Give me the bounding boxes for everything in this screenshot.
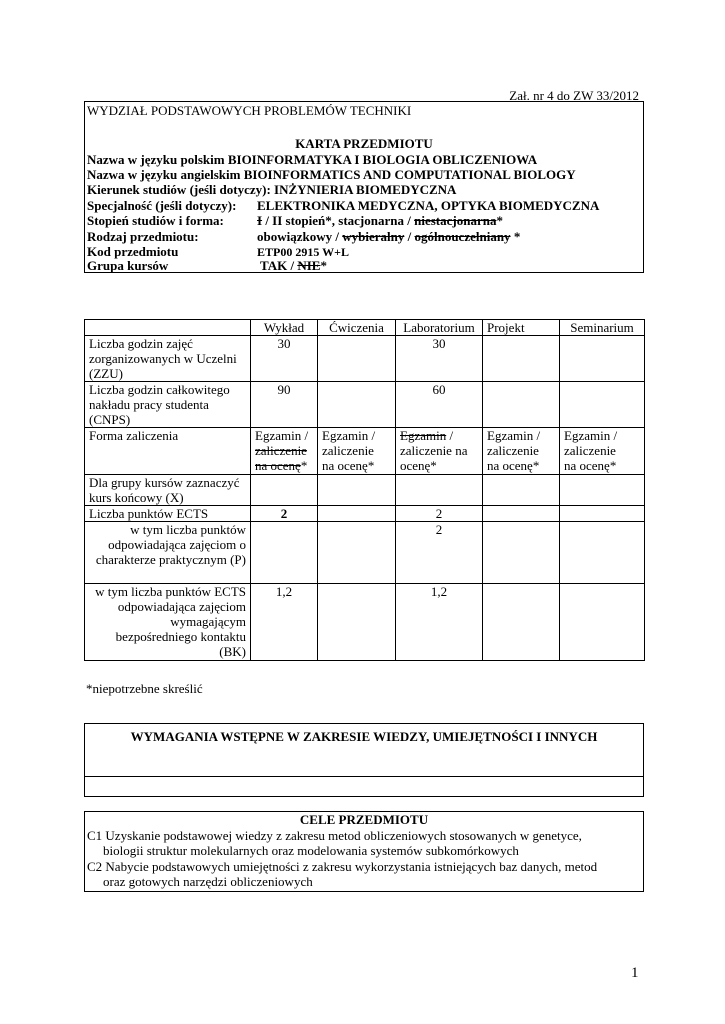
forma-cw-egzamin: Egzamin / xyxy=(322,428,376,443)
level-label: Stopień studiów i forma: xyxy=(87,213,224,228)
forma-sem-egzamin: Egzamin / xyxy=(564,428,618,443)
name-en-label: Nazwa w języku angielskim xyxy=(87,167,241,182)
ects-bk-wyklad: 1,2 xyxy=(251,584,318,661)
table-row-ects-bk xyxy=(85,584,645,661)
name-pl-label: Nazwa w języku polskim xyxy=(87,152,225,167)
table-row-group-final xyxy=(85,475,645,506)
group-end: * xyxy=(320,258,327,273)
cnps-label: Liczba godzin całkowitego nakładu pracy studenta (CNPS) xyxy=(85,382,251,428)
header-seminarium: Seminarium xyxy=(560,320,645,336)
ects-projekt xyxy=(483,506,560,522)
name-pl-value: BIOINFORMATYKA I BIOLOGIA OBLICZENIOWA xyxy=(227,152,538,167)
name-pl-row xyxy=(87,152,537,167)
card-title: KARTA PRZEDMIOTU xyxy=(295,136,433,151)
ects-label: Liczba punktów ECTS xyxy=(85,506,251,522)
group-final-lab xyxy=(396,475,483,506)
group-label: Grupa kursów xyxy=(87,258,169,273)
goals-box xyxy=(84,811,644,892)
cnps-projekt xyxy=(483,382,560,428)
table-row-ects-p xyxy=(85,522,645,584)
header-cwiczenia: Ćwiczenia xyxy=(318,320,396,336)
faculty-name: WYDZIAŁ PODSTAWOWYCH PROBLEMÓW TECHNIKI xyxy=(87,103,412,118)
type-label: Rodzaj przedmiotu: xyxy=(87,229,199,244)
ects-p-cwiczenia xyxy=(318,522,396,584)
type-strike-first: wybieralny xyxy=(342,229,405,244)
ects-bk-label: w tym liczba punktów ECTS odpowiadająca zajęciom wymagającym bezpośredniego kontaktu (BK) xyxy=(85,584,251,661)
table-row-zzu xyxy=(85,336,645,382)
requirements-divider xyxy=(85,776,643,777)
forma-seminarium xyxy=(560,428,645,475)
zzu-label: Liczba godzin zajęć zorganizowanych w Uczelni (ZZU) xyxy=(85,336,251,382)
forma-sem-ocena: na ocenę* xyxy=(564,458,617,473)
page-number: 1 xyxy=(631,965,639,981)
ects-p-label: w tym liczba punktów odpowiadająca zajęciom o charakterze praktycznym (P) xyxy=(85,522,251,584)
ects-cwiczenia xyxy=(318,506,396,522)
forma-wyklad-na-ocene: na ocenę xyxy=(255,458,301,473)
ects-p-lab: 2 xyxy=(396,522,483,584)
group-a: TAK / xyxy=(260,258,298,273)
forma-lab-ocena: ocenę* xyxy=(400,458,437,473)
forma-wyklad-egzamin: Egzamin / xyxy=(255,428,309,443)
ects-wyklad: 2 xyxy=(251,506,318,522)
forma-cw-zaliczenie: zaliczenie xyxy=(322,443,374,458)
specialty-label: Specjalność (jeśli dotyczy): xyxy=(87,198,237,213)
footnote: *niepotrzebne skreślić xyxy=(86,681,203,696)
ects-bk-seminarium xyxy=(560,584,645,661)
course-hours-table xyxy=(84,319,645,661)
requirements-title: WYMAGANIA WSTĘPNE W ZAKRESIE WIEDZY, UMIEJĘTNOŚCI I INNYCH xyxy=(130,729,598,744)
type-strike-second: ogólnouczelniany xyxy=(414,229,511,244)
table-row-forma xyxy=(85,428,645,475)
goal-c1-line2: biologii struktur molekularnych oraz modelowania systemów subkomórkowych xyxy=(103,843,519,858)
direction-value: INŻYNIERIA BIOMEDYCZNA xyxy=(274,182,457,197)
ects-p-seminarium xyxy=(560,522,645,584)
table-row-ects xyxy=(85,506,645,522)
header-laboratorium: Laboratorium xyxy=(396,320,483,336)
group-value xyxy=(260,258,327,273)
ects-p-projekt xyxy=(483,522,560,584)
forma-wyklad xyxy=(251,428,318,475)
header-empty-cell xyxy=(85,320,251,336)
code-value: ETP00 2915 W+L xyxy=(257,245,349,259)
forma-label: Forma zaliczenia xyxy=(85,428,251,475)
forma-cw-ocena: na ocenę* xyxy=(322,458,375,473)
level-strike-second: niestacjonarna xyxy=(414,213,497,228)
name-en-row xyxy=(87,167,576,182)
group-final-cwiczenia xyxy=(318,475,396,506)
ects-seminarium xyxy=(560,506,645,522)
goal-c2-line1: C2 Nabycie podstawowych umiejętności z zakresu wykorzystania istniejących baz danych, metod xyxy=(87,859,598,874)
type-b: / xyxy=(404,229,415,244)
goals-title: CELE PRZEDMIOTU xyxy=(299,812,429,827)
type-end: * xyxy=(510,229,521,244)
specialty-value: ELEKTRONIKA MEDYCZNA, OPTYKA BIOMEDYCZNA xyxy=(257,198,600,213)
forma-proj-ocena: na ocenę* xyxy=(487,458,540,473)
zzu-cwiczenia xyxy=(318,336,396,382)
forma-lab-zaliczenie: zaliczenie na xyxy=(400,443,468,458)
goal-c2-line2: oraz gotowych narzędzi obliczeniowych xyxy=(103,874,313,889)
ects-bk-projekt xyxy=(483,584,560,661)
forma-proj-zaliczenie: zaliczenie xyxy=(487,443,539,458)
forma-wyklad-star: * xyxy=(300,458,308,473)
group-final-projekt xyxy=(483,475,560,506)
group-final-seminarium xyxy=(560,475,645,506)
zzu-lab: 30 xyxy=(396,336,483,382)
type-value xyxy=(257,229,520,244)
forma-wyklad-ocena xyxy=(255,458,313,473)
name-en-value: BIOINFORMATICS AND COMPUTATIONAL BIOLOGY xyxy=(243,167,576,182)
goal-c1-line1: C1 Uzyskanie podstawowej wiedzy z zakresu metod obliczeniowych stosowanych w genetyce, xyxy=(87,828,582,843)
direction-label: Kierunek studiów (jeśli dotyczy): xyxy=(87,182,271,197)
ects-p-wyklad xyxy=(251,522,318,584)
attachment-reference: Zał. nr 4 do ZW 33/2012 xyxy=(509,88,639,103)
level-end: * xyxy=(496,213,503,228)
cnps-seminarium xyxy=(560,382,645,428)
header-projekt: Projekt xyxy=(483,320,560,336)
forma-lab-slash: / xyxy=(446,428,454,443)
table-row-cnps xyxy=(85,382,645,428)
cnps-lab: 60 xyxy=(396,382,483,428)
zzu-wyklad: 30 xyxy=(251,336,318,382)
ects-bk-cwiczenia xyxy=(318,584,396,661)
ects-bk-lab: 1,2 xyxy=(396,584,483,661)
table-header-row xyxy=(85,320,645,336)
direction-row xyxy=(87,182,456,197)
level-value xyxy=(257,213,503,228)
cnps-wyklad: 90 xyxy=(251,382,318,428)
forma-lab xyxy=(396,428,483,475)
group-final-wyklad xyxy=(251,475,318,506)
zzu-projekt xyxy=(483,336,560,382)
cnps-cwiczenia xyxy=(318,382,396,428)
forma-proj-egzamin: Egzamin / xyxy=(487,428,541,443)
forma-lab-egzamin-strike: Egzamin xyxy=(400,428,447,443)
header-wyklad: Wykład xyxy=(251,320,318,336)
zzu-seminarium xyxy=(560,336,645,382)
ects-lab: 2 xyxy=(396,506,483,522)
group-strike: NIE xyxy=(297,258,321,273)
type-a: obowiązkowy / xyxy=(257,229,343,244)
level-strike-first: I xyxy=(257,213,263,228)
level-mid: / II stopień*, stacjonarna / xyxy=(262,213,415,228)
forma-cwiczenia xyxy=(318,428,396,475)
forma-sem-zaliczenie: zaliczenie xyxy=(564,443,616,458)
group-final-label: Dla grupy kursów zaznaczyć kurs końcowy (X) xyxy=(85,475,251,506)
requirements-box xyxy=(84,723,644,797)
code-label: Kod przedmiotu xyxy=(87,244,179,259)
course-header-box xyxy=(84,101,644,273)
forma-projekt xyxy=(483,428,560,475)
forma-lab-egzamin xyxy=(400,428,478,443)
forma-wyklad-zaliczenie: zaliczenie xyxy=(255,443,307,458)
